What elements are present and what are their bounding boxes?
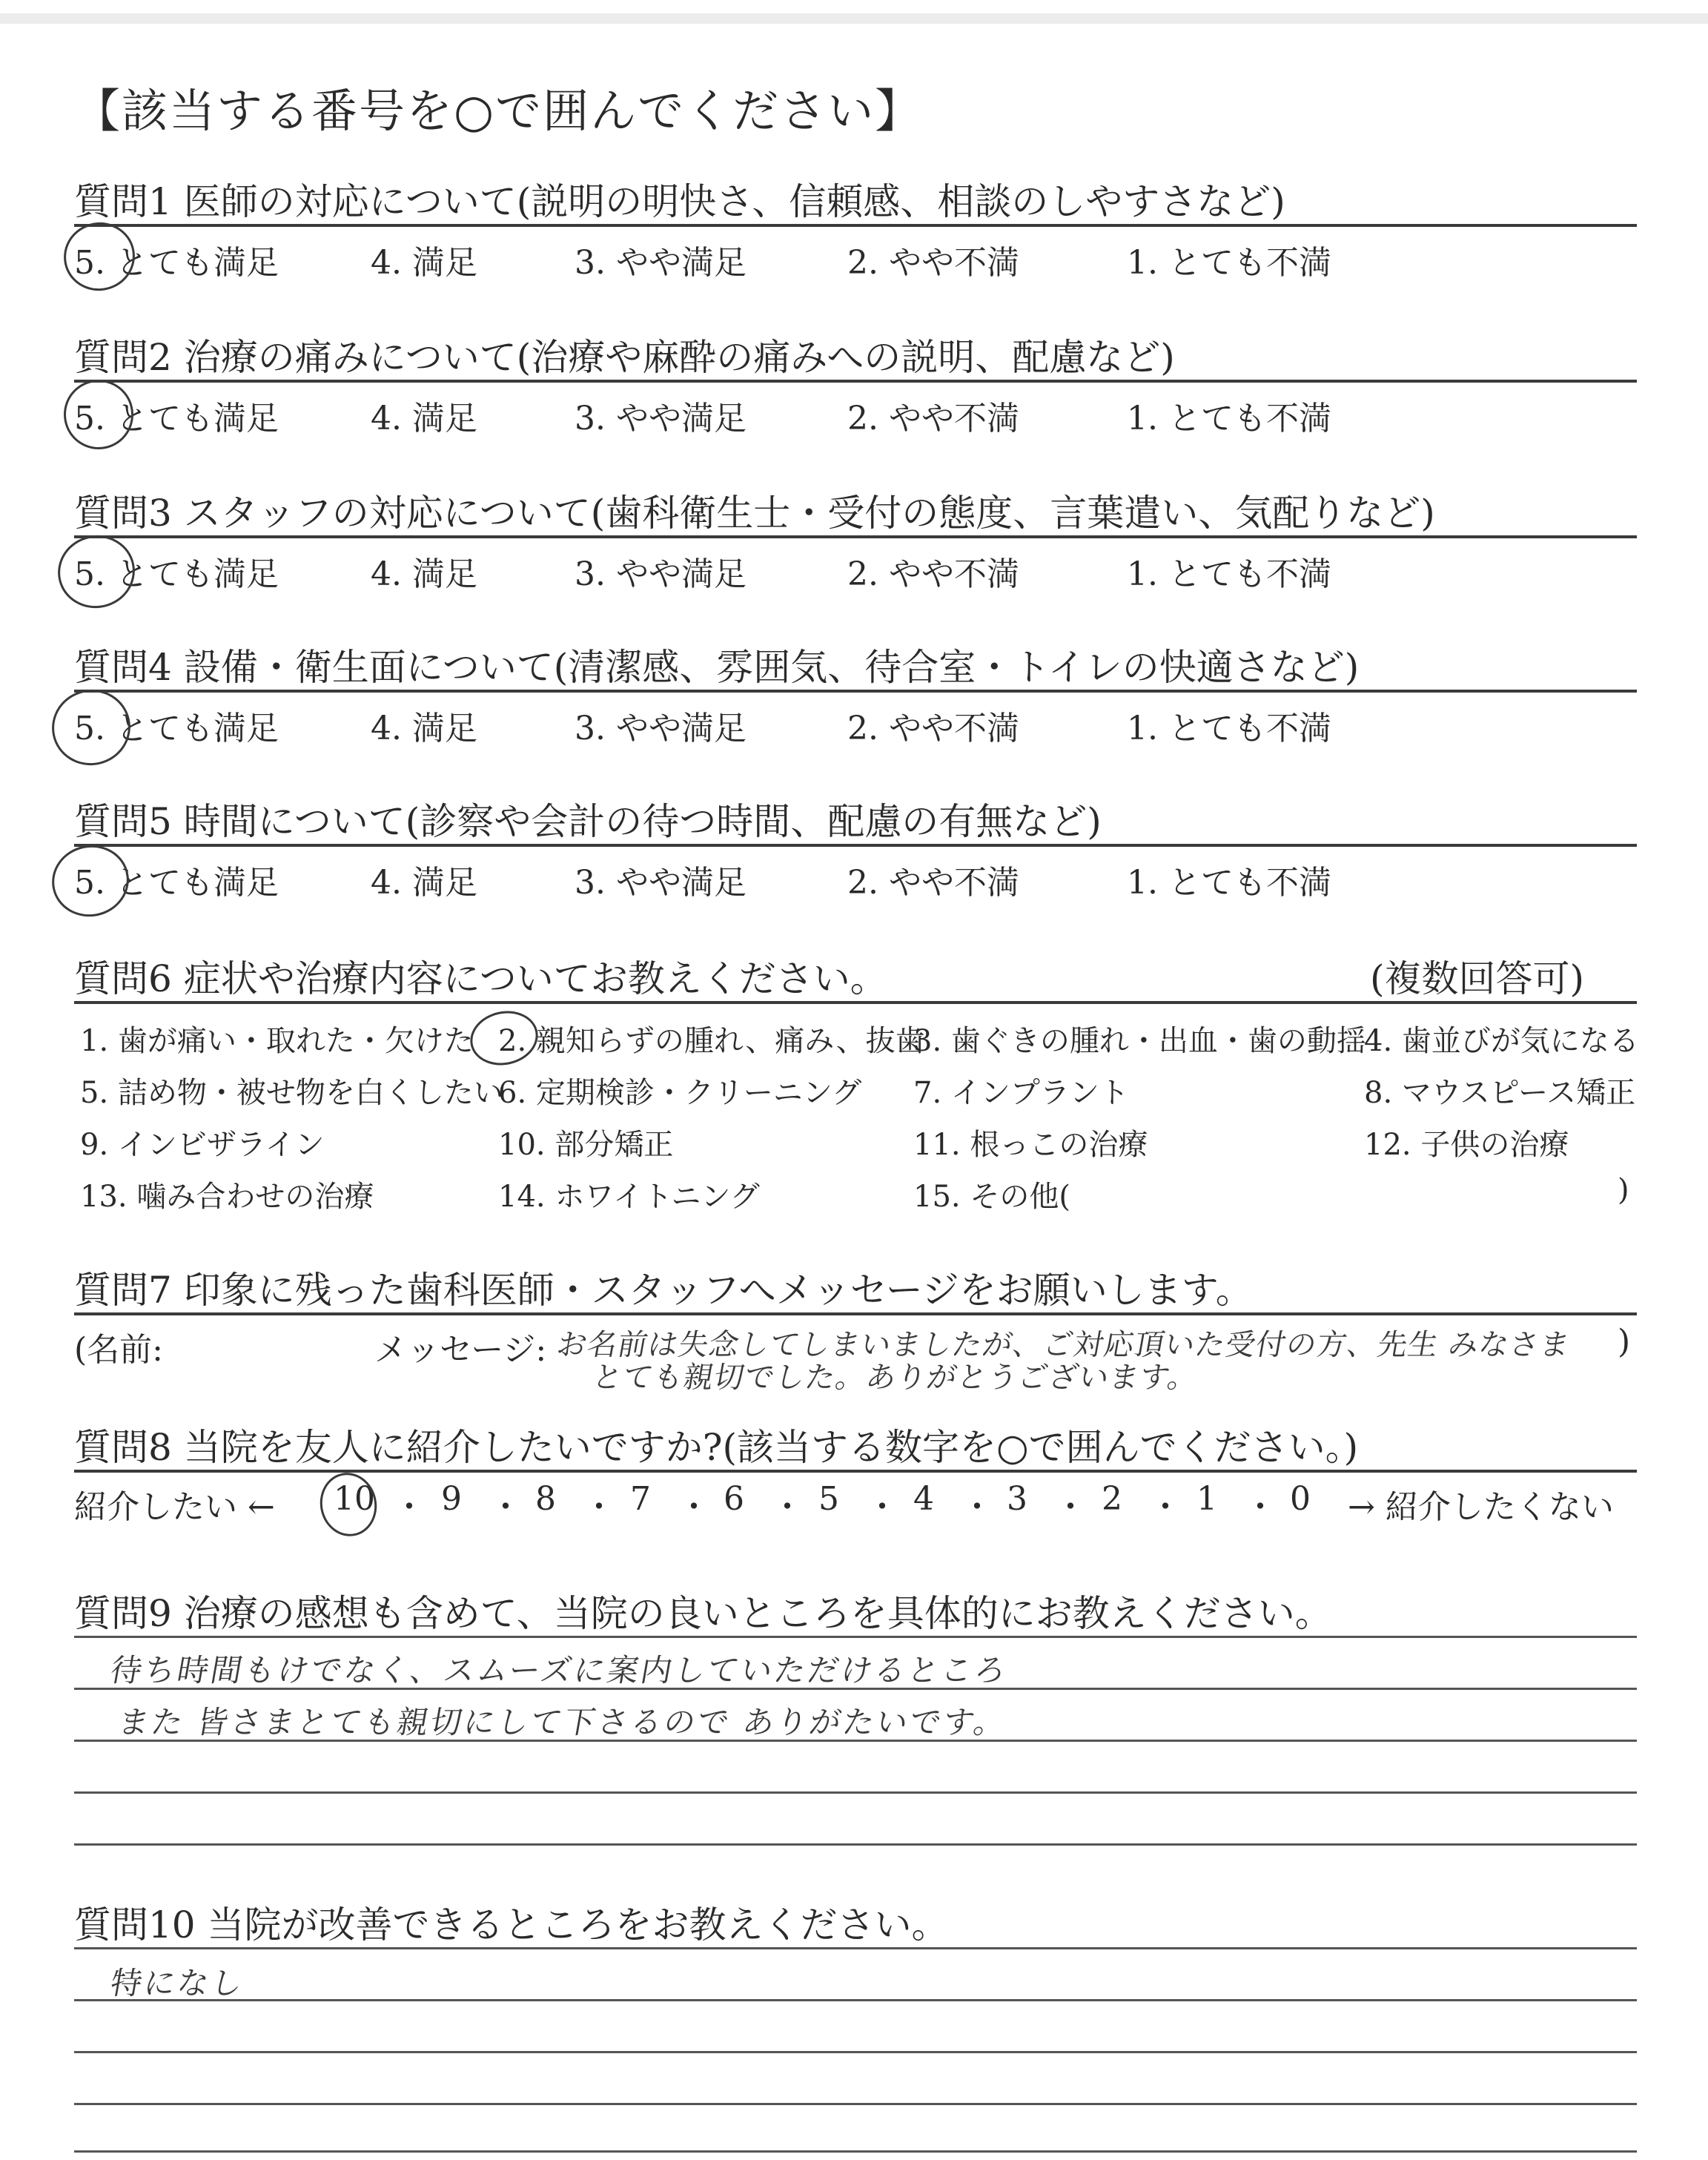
option-5[interactable]: 5. とても満足 bbox=[74, 400, 279, 437]
divider bbox=[74, 380, 1637, 383]
handwritten-answer-line-1: 特になし bbox=[107, 1965, 248, 2001]
scale-dot: ・ bbox=[1149, 1488, 1182, 1526]
option-3[interactable]: 3. やや満足 bbox=[575, 400, 747, 437]
divider bbox=[74, 535, 1637, 538]
hand-drawn-circle bbox=[45, 838, 136, 924]
option-3[interactable]: 3. やや満足 bbox=[575, 864, 747, 902]
question-label: 質問4 設備・衛生面について(清潔感、雰囲気、待合室・トイレの快適さなど) bbox=[74, 646, 1360, 689]
handwritten-answer-line-2: また 皆さまとても親切にして下さるので ありがたいです。 bbox=[115, 1704, 1011, 1740]
option-5[interactable]: 5. とても満足 bbox=[74, 555, 279, 593]
option-1[interactable]: 1. とても不満 bbox=[1127, 244, 1331, 282]
divider bbox=[74, 1312, 1637, 1315]
divider bbox=[74, 844, 1637, 847]
checkbox-item[interactable]: 6. 定期検診・クリーニング bbox=[498, 1076, 862, 1110]
option-3[interactable]: 3. やや満足 bbox=[575, 555, 747, 593]
hand-drawn-circle bbox=[57, 373, 139, 455]
checkbox-item[interactable]: 2. 親知らずの腫れ、痛み、抜歯 bbox=[498, 1024, 925, 1058]
scale-dot: ・ bbox=[771, 1488, 804, 1526]
question-label: 質問5 時間について(診察や会計の待つ時間、配慮の有無など) bbox=[74, 800, 1102, 843]
option-4[interactable]: 4. 満足 bbox=[371, 864, 477, 902]
checkbox-item[interactable]: 15. その他( bbox=[913, 1180, 1070, 1214]
scale-dot: ・ bbox=[866, 1488, 898, 1526]
question-label: 質問10 当院が改善できるところをお教えください。 bbox=[74, 1903, 949, 1946]
checkbox-item[interactable]: 14. ホワイトニング bbox=[498, 1180, 760, 1214]
answer-line bbox=[74, 1636, 1637, 1638]
scale-8[interactable]: 8 bbox=[535, 1480, 556, 1518]
hand-drawn-circle bbox=[314, 1467, 383, 1542]
scale-dot: ・ bbox=[1054, 1488, 1087, 1526]
option-4[interactable]: 4. 満足 bbox=[371, 400, 477, 437]
option-2[interactable]: 2. やや不満 bbox=[847, 864, 1019, 902]
question-label: 質問9 治療の感想も含めて、当院の良いところを具体的にお教えください。 bbox=[74, 1592, 1332, 1635]
scale-dot: ・ bbox=[678, 1488, 710, 1526]
hand-drawn-circle bbox=[51, 528, 142, 615]
scale-6[interactable]: 6 bbox=[724, 1480, 744, 1518]
hand-drawn-circle bbox=[45, 682, 138, 773]
multiple-answers-note: (複数回答可) bbox=[1370, 957, 1585, 1000]
message-label: メッセージ: bbox=[374, 1331, 547, 1369]
option-2[interactable]: 2. やや不満 bbox=[847, 555, 1019, 593]
option-2[interactable]: 2. やや不満 bbox=[847, 710, 1019, 747]
scale-dot: ・ bbox=[583, 1488, 615, 1526]
answer-line bbox=[74, 2103, 1637, 2105]
scale-dot: ・ bbox=[1244, 1488, 1277, 1526]
option-4[interactable]: 4. 満足 bbox=[371, 710, 477, 747]
divider bbox=[74, 690, 1637, 693]
scale-10[interactable]: 10 bbox=[334, 1480, 375, 1518]
answer-line bbox=[74, 1999, 1637, 2001]
checkbox-item[interactable]: 5. 詰め物・被せ物を白くしたい bbox=[80, 1076, 503, 1110]
scale-4[interactable]: 4 bbox=[913, 1480, 934, 1518]
scan-top-edge bbox=[0, 13, 1708, 24]
option-1[interactable]: 1. とても不満 bbox=[1127, 555, 1331, 593]
answer-line bbox=[74, 1843, 1637, 1846]
scale-9[interactable]: 9 bbox=[441, 1480, 462, 1518]
handwritten-answer-line-1: 待ち時間もけでなく、スムーズに案内していただけるところ bbox=[107, 1652, 1011, 1688]
checkbox-item[interactable]: 11. 根っこの治療 bbox=[913, 1128, 1148, 1162]
option-3[interactable]: 3. やや満足 bbox=[575, 710, 747, 747]
scale-7[interactable]: 7 bbox=[630, 1480, 651, 1518]
divider bbox=[74, 1001, 1637, 1004]
question-label: 質問8 当院を友人に紹介したいですか?(該当する数字を○で囲んでください。) bbox=[74, 1426, 1359, 1469]
question-label: 質問6 症状や治療内容についてお教えください。 bbox=[74, 957, 887, 1000]
hand-drawn-circle bbox=[57, 216, 141, 297]
option-1[interactable]: 1. とても不満 bbox=[1127, 864, 1331, 902]
option-3[interactable]: 3. やや満足 bbox=[575, 244, 747, 282]
option-2[interactable]: 2. やや不満 bbox=[847, 400, 1019, 437]
scale-dot: ・ bbox=[393, 1488, 426, 1526]
checkbox-item[interactable]: 8. マウスピース矯正 bbox=[1364, 1076, 1636, 1110]
other-close-paren: ) bbox=[1618, 1173, 1629, 1207]
scale-dot: ・ bbox=[961, 1488, 993, 1526]
handwritten-message-line-1: お名前は失念してしまいましたが、ご対応頂いた受付の方、先生 みなさま bbox=[554, 1328, 1574, 1362]
checkbox-item[interactable]: 10. 部分矯正 bbox=[498, 1128, 674, 1162]
question-label: 質問3 スタッフの対応について(歯科衛生士・受付の態度、言葉遣い、気配りなど) bbox=[74, 492, 1435, 535]
answer-line bbox=[74, 2051, 1637, 2053]
hand-drawn-circle bbox=[466, 1005, 543, 1071]
scale-2[interactable]: 2 bbox=[1102, 1480, 1122, 1518]
question-label: 質問1 医師の対応について(説明の明快さ、信頼感、相談のしやすさなど) bbox=[74, 180, 1285, 223]
handwritten-message-line-2: とても親切でした。ありがとうございます。 bbox=[589, 1361, 1202, 1395]
message-close-paren: ) bbox=[1618, 1323, 1631, 1361]
scale-5[interactable]: 5 bbox=[818, 1480, 839, 1518]
option-5[interactable]: 5. とても満足 bbox=[74, 710, 279, 747]
checkbox-item[interactable]: 3. 歯ぐきの腫れ・出血・歯の動揺 bbox=[913, 1024, 1366, 1058]
page-title: 【該当する番号を○で囲んでください】 bbox=[74, 84, 923, 138]
question-label: 質問7 印象に残った歯科医師・スタッフへメッセージをお願いします。 bbox=[74, 1269, 1253, 1312]
option-5[interactable]: 5. とても満足 bbox=[74, 244, 279, 282]
option-4[interactable]: 4. 満足 bbox=[371, 555, 477, 593]
checkbox-item[interactable]: 4. 歯並びが気になる bbox=[1364, 1024, 1639, 1058]
scale-1[interactable]: 1 bbox=[1196, 1480, 1217, 1518]
divider bbox=[74, 1470, 1637, 1473]
divider bbox=[74, 224, 1637, 227]
name-label: (名前: bbox=[74, 1331, 163, 1369]
scale-3[interactable]: 3 bbox=[1007, 1480, 1027, 1518]
checkbox-item[interactable]: 13. 噛み合わせの治療 bbox=[80, 1180, 374, 1214]
answer-line bbox=[74, 2150, 1637, 2153]
recommend-left-label: 紹介したい ← bbox=[74, 1488, 275, 1526]
recommend-right-label: → 紹介したくない bbox=[1348, 1488, 1614, 1526]
answer-line bbox=[74, 1947, 1637, 1949]
option-1[interactable]: 1. とても不満 bbox=[1127, 710, 1331, 747]
answer-line bbox=[74, 1791, 1637, 1794]
checkbox-item[interactable]: 1. 歯が痛い・取れた・欠けた bbox=[80, 1024, 474, 1058]
option-4[interactable]: 4. 満足 bbox=[371, 244, 477, 282]
option-5[interactable]: 5. とても満足 bbox=[74, 864, 279, 902]
checkbox-item[interactable]: 12. 子供の治療 bbox=[1364, 1128, 1569, 1162]
checkbox-item[interactable]: 9. インビザライン bbox=[80, 1128, 325, 1162]
option-1[interactable]: 1. とても不満 bbox=[1127, 400, 1331, 437]
checkbox-item[interactable]: 7. インプラント bbox=[913, 1076, 1129, 1110]
scale-dot: ・ bbox=[489, 1488, 522, 1526]
option-2[interactable]: 2. やや不満 bbox=[847, 244, 1019, 282]
scale-0[interactable]: 0 bbox=[1290, 1480, 1311, 1518]
question-label: 質問2 治療の痛みについて(治療や麻酔の痛みへの説明、配慮など) bbox=[74, 336, 1175, 379]
